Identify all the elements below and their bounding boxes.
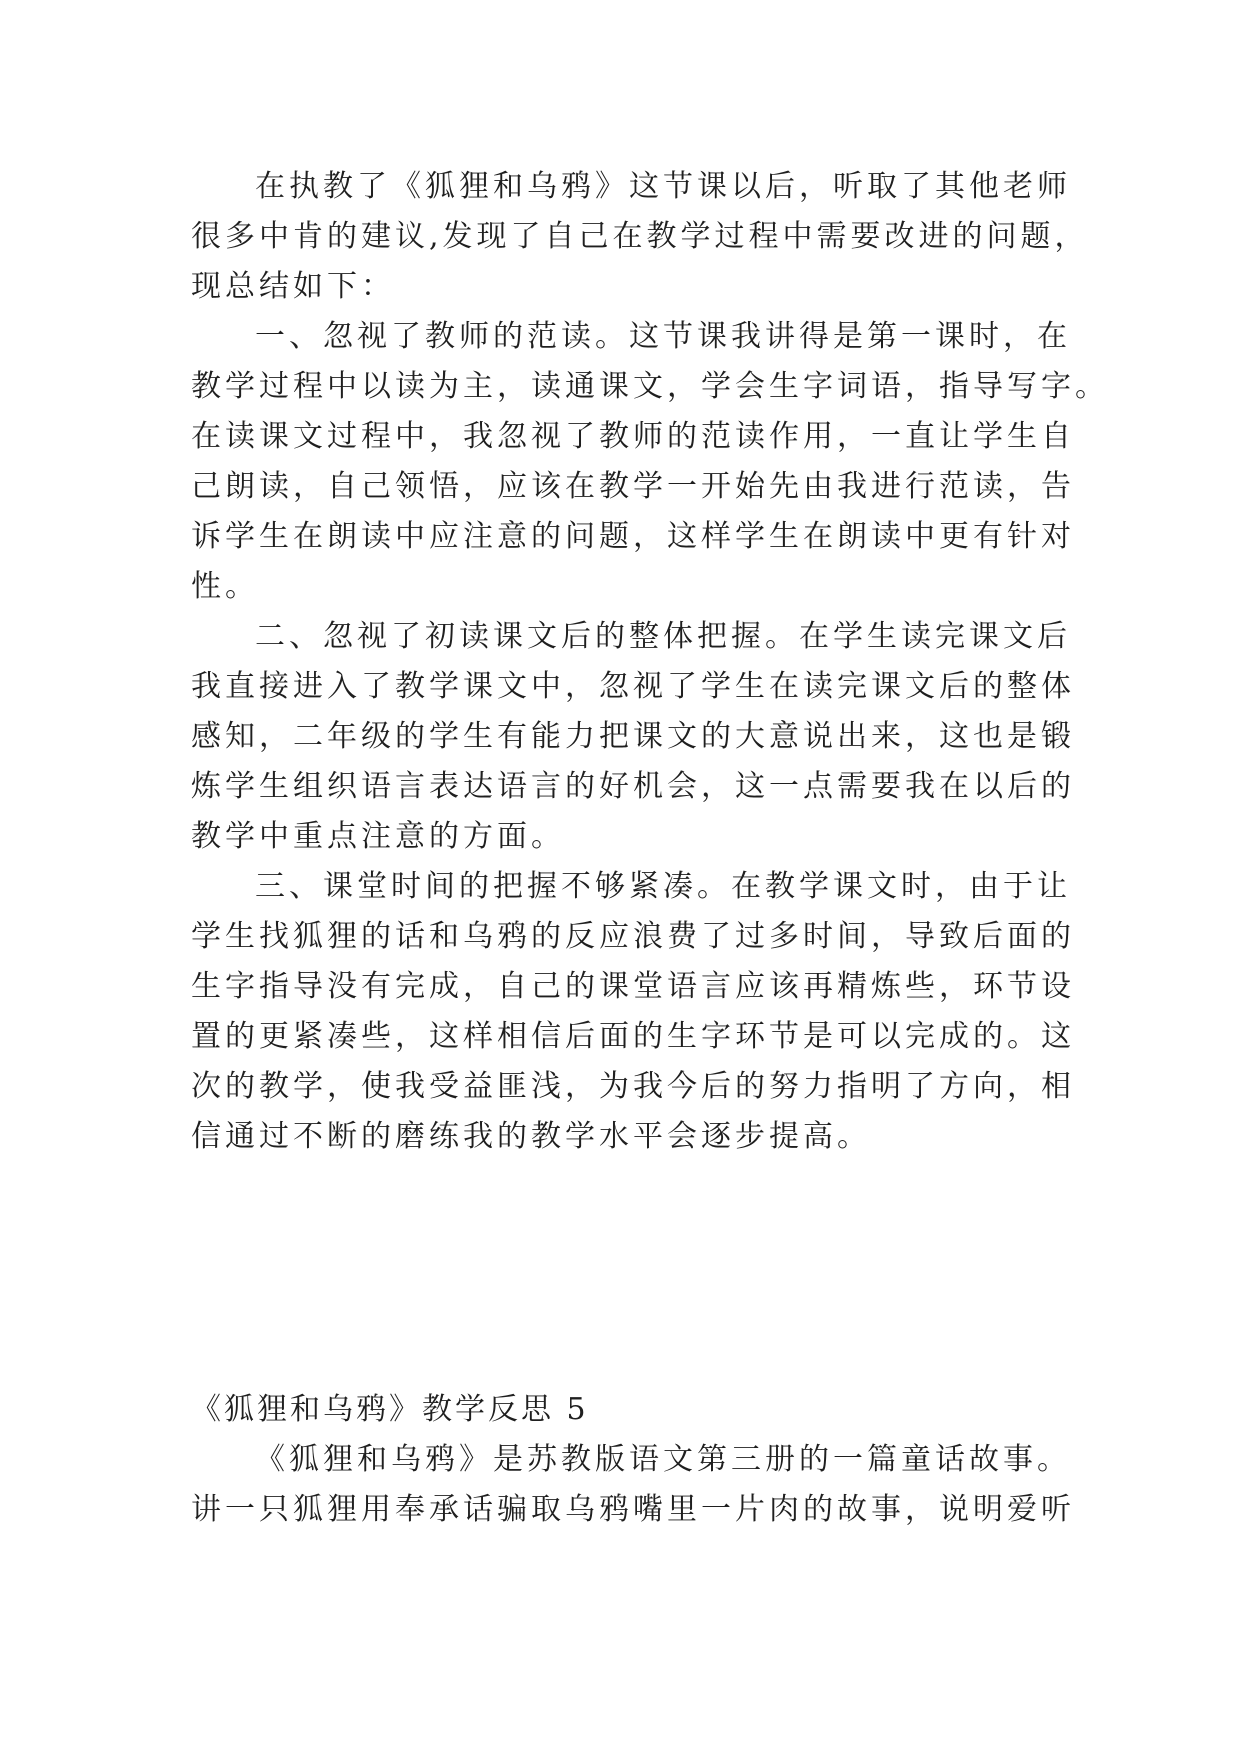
text-line: 感知，二年级的学生有能力把课文的大意说出来，这也是锻 xyxy=(191,719,1075,754)
text-line: 炼学生组织语言表达语言的好机会，这一点需要我在以后的 xyxy=(191,769,1075,804)
text-line: 现总结如下： xyxy=(191,269,395,304)
text-line: 诉学生在朗读中应注意的问题，这样学生在朗读中更有针对 xyxy=(191,519,1075,554)
text-line: 教学中重点注意的方面。 xyxy=(191,819,565,854)
paragraph-point-one xyxy=(191,312,1109,612)
text-line: 信通过不断的磨练我的教学水平会逐步提高。 xyxy=(191,1119,871,1154)
text-line: 很多中肯的建议,发现了自己在教学过程中需要改进的问题， xyxy=(191,219,1089,254)
text-line: 二、忽视了初读课文后的整体把握。在学生读完课文后 xyxy=(255,619,1071,654)
reflection-body-lower xyxy=(191,1385,1075,1535)
text-line: 三、课堂时间的把握不够紧凑。在教学课文时，由于让 xyxy=(255,869,1071,904)
text-line: 《狐狸和乌鸦》是苏教版语文第三册的一篇童话故事。 xyxy=(255,1442,1071,1477)
paragraph-point-two xyxy=(191,612,1075,862)
text-line: 我直接进入了教学课文中，忽视了学生在读完课文后的整体 xyxy=(191,669,1075,704)
text-line: 在执教了《狐狸和乌鸦》这节课以后，听取了其他老师 xyxy=(255,169,1071,204)
text-line: 生字指导没有完成，自己的课堂语言应该再精炼些，环节设 xyxy=(191,969,1075,1004)
section-heading: 《狐狸和乌鸦》教学反思 5 xyxy=(191,1392,589,1427)
text-line: 次的教学，使我受益匪浅，为我今后的努力指明了方向，相 xyxy=(191,1069,1075,1104)
text-line: 性。 xyxy=(191,569,259,604)
text-line: 置的更紧凑些，这样相信后面的生字环节是可以完成的。这 xyxy=(191,1019,1075,1054)
text-line: 教学过程中以读为主，读通课文，学会生字词语，指导写字。 xyxy=(191,369,1109,404)
text-line: 在读课文过程中，我忽视了教师的范读作用，一直让学生自 xyxy=(191,419,1075,454)
paragraph-point-three xyxy=(191,862,1075,1162)
paragraph-intro xyxy=(191,162,1089,312)
text-line: 学生找狐狸的话和乌鸦的反应浪费了过多时间，导致后面的 xyxy=(191,919,1075,954)
text-line: 己朗读，自己领悟，应该在教学一开始先由我进行范读，告 xyxy=(191,469,1075,504)
text-line: 讲一只狐狸用奉承话骗取乌鸦嘴里一片肉的故事，说明爱听 xyxy=(191,1492,1075,1527)
reflection-body-upper xyxy=(191,162,1109,1162)
paragraph-story-intro xyxy=(191,1435,1075,1535)
text-line: 一、忽视了教师的范读。这节课我讲得是第一课时，在 xyxy=(255,319,1071,354)
